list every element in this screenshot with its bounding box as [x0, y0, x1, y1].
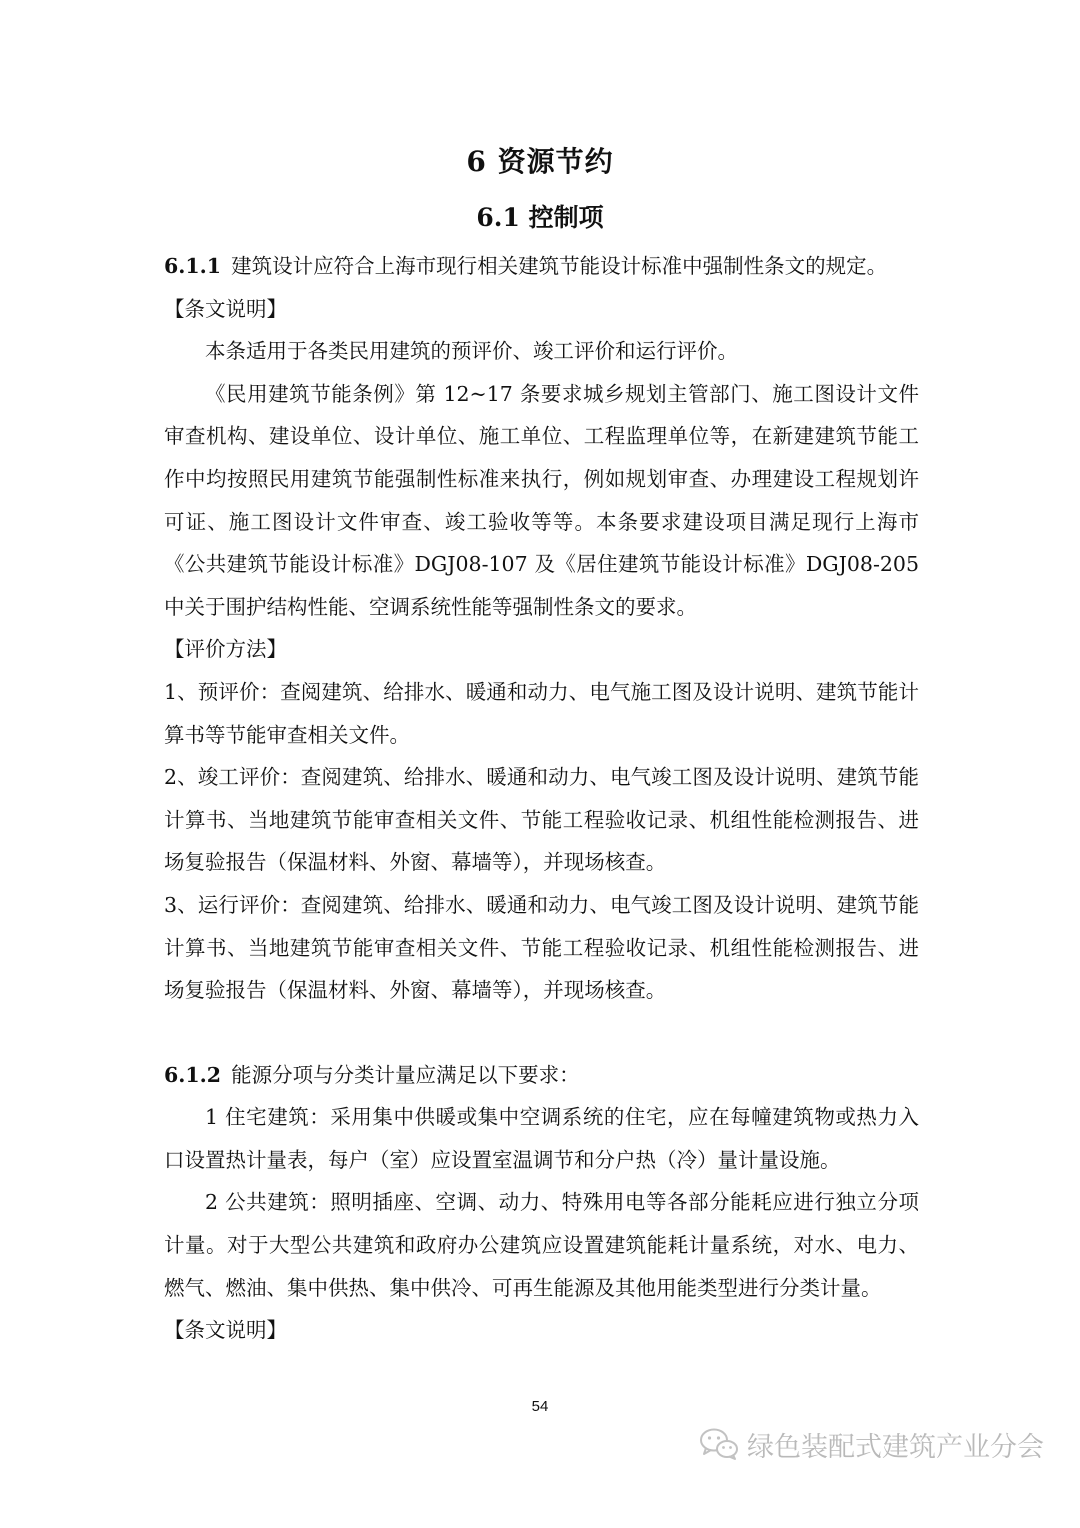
explanation-paragraph: 《民用建筑节能条例》第 12~17 条要求城乡规划主管部门、施工图设计文件审查机构、建设单位、设计单位、施工单位、工程监理单位等，在新建建筑节能工作中均按照民用建筑节能强制性标准来执行，例如规划审查、办理建设工程规划许可证、施工图设计文件审查、竣工验收等等。本条要求建设项目满足现行上海市《公共建筑节能设计标准》DGJ08-107 及《居住建筑节能设计标准》DGJ08-205 中关于围护结构性能、空调系统性能等强制性条文的要求。 — [164, 381, 919, 619]
requirement-item: 1 住宅建筑：采用集中供暖或集中空调系统的住宅，应在每幢建筑物或热力入口设置热计量表，每户（室）应设置室温调节和分户热（冷）量计量设施。 — [164, 1105, 919, 1172]
clause-number: 6.1.2 — [164, 1062, 222, 1087]
clause-6-1-1 — [164, 245, 919, 288]
watermark — [699, 1424, 1044, 1464]
method-item: 3、运行评价：查阅建筑、给排水、暖通和动力、电气竣工图及设计说明、建筑节能计算书、当地建筑节能审查相关文件、节能工程验收记录、机组性能检测报告、进场复验报告（保温材料、外窗、幕墙等），并现场核查。 — [164, 892, 919, 1003]
method-label: 【评价方法】 — [164, 637, 287, 662]
method-item: 2、竣工评价：查阅建筑、给排水、暖通和动力、电气竣工图及设计说明、建筑节能计算书、当地建筑节能审查相关文件、节能工程验收记录、机组性能检测报告、进场复验报告（保温材料、外窗、幕墙等），并现场核查。 — [164, 765, 919, 875]
page-number: 54 — [531, 1398, 549, 1415]
chapter-title: 6 资源节约 — [466, 145, 614, 178]
wechat-icon — [699, 1427, 739, 1461]
watermark-text: 绿色装配式建筑产业分会 — [747, 1431, 1044, 1463]
clause-number: 6.1.1 — [164, 254, 222, 278]
requirement-item: 2 公共建筑：照明插座、空调、动力、特殊用电等各部分能耗应进行独立分项计量。对于大型公共建筑和政府办公建筑应设置建筑能耗计量系统，对水、电力、燃气、燃油、集中供热、集中供冷、可再生能源及其他用能类型进行分类计量。 — [164, 1190, 919, 1300]
explanation-paragraph: 本条适用于各类民用建筑的预评价、竣工评价和运行评价。 — [205, 339, 738, 364]
method-item: 1、预评价：查阅建筑、给排水、暖通和动力、电气施工图及设计说明、建筑节能计算书等节能审查相关文件。 — [164, 679, 919, 747]
clause-text: 能源分项与分类计量应满足以下要求： — [231, 1062, 580, 1087]
page-body — [164, 245, 919, 1352]
explanation-label: 【条文说明】 — [164, 1318, 287, 1343]
clause-6-1-2 — [164, 1054, 919, 1097]
explanation-label: 【条文说明】 — [164, 296, 287, 321]
spacer — [164, 1012, 919, 1054]
section-title: 6.1 控制项 — [476, 203, 604, 232]
clause-text: 建筑设计应符合上海市现行相关建筑节能设计标准中强制性条文的规定。 — [231, 254, 888, 278]
